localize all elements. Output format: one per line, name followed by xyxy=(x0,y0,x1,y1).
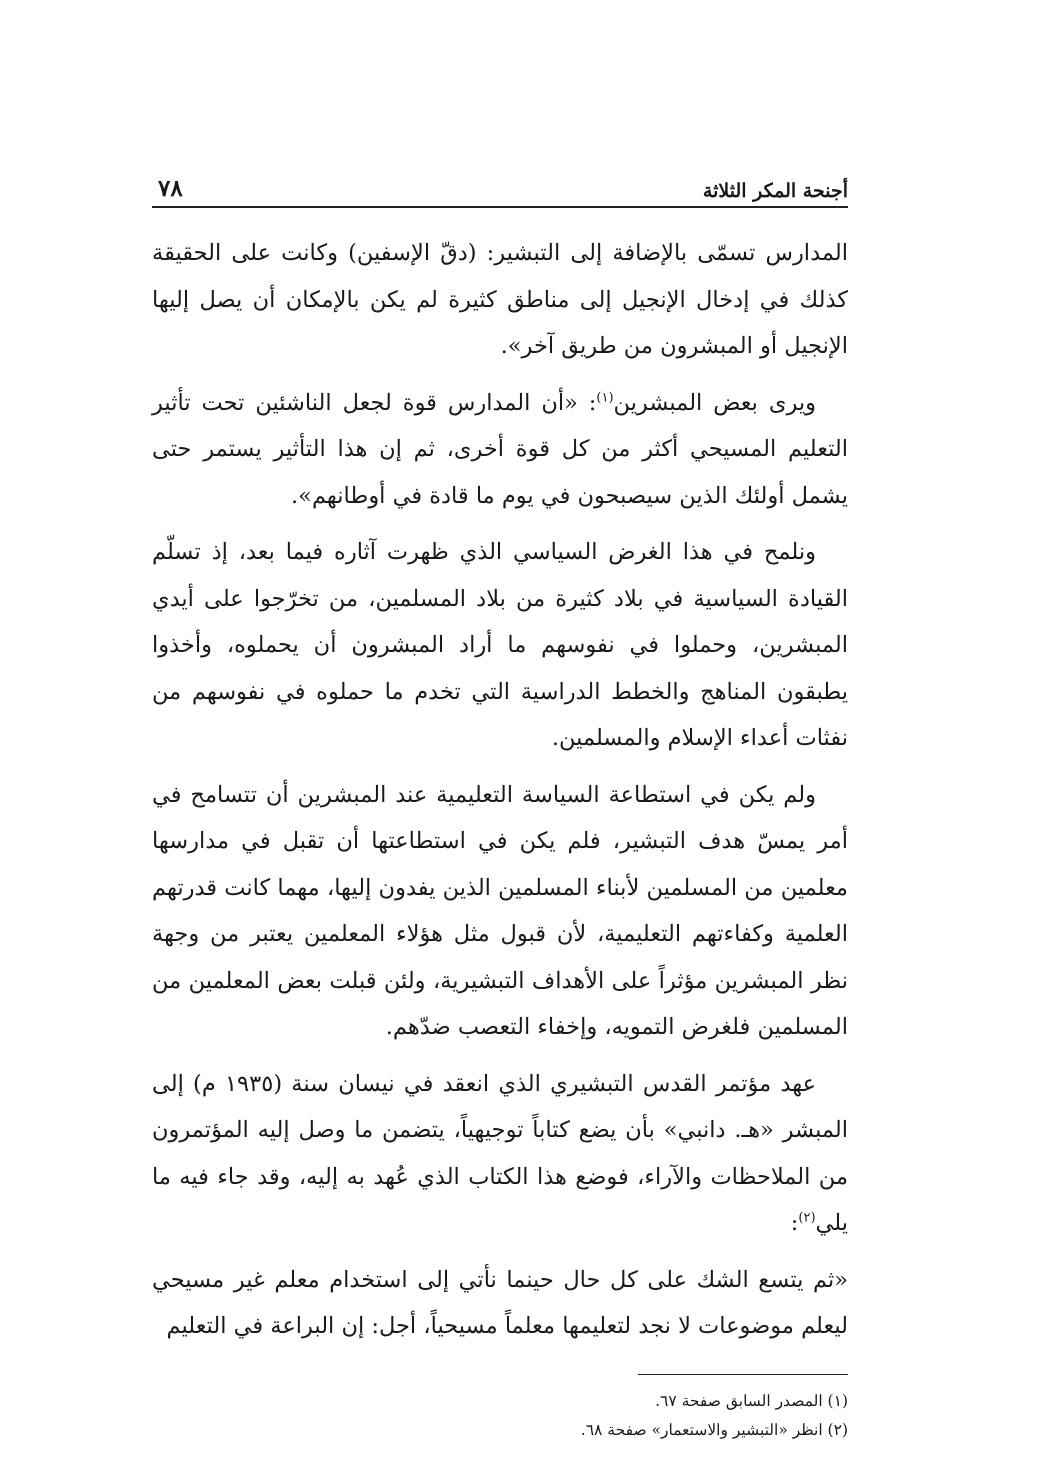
book-page xyxy=(152,168,848,1445)
paragraph-text: عهد مؤتمر القدس التبشيري الذي انعقد في نيسان سنة (١٩٣٥ م) إلى المبشر «هـ. دانبي» بأن يضع كتاباً توجيهياً، يتضمن ما وصل إليه المؤتمرون من الملاحظات والآراء، فوضع هذا الكتاب الذي عُهد به إليه، وقد جاء فيه ما يلي xyxy=(152,1070,848,1236)
paragraph xyxy=(152,230,848,370)
paragraph xyxy=(152,1257,848,1350)
paragraph-text: المدارس تسمّى بالإضافة إلى التبشير: (دقّ الإسفين) وكانت على الحقيقة كذلك في إدخال الإنجيل إلى مناطق كثيرة لم يكن بالإمكان أن يصل إليها الإنجيل أو المبشرون من طريق آخر». xyxy=(152,240,848,359)
paragraph xyxy=(152,529,848,762)
paragraph-text: «ثم يتسع الشك على كل حال حينما نأتي إلى استخدام معلم غير مسيحي ليعلم موضوعات لا نجد لتعليمها معلماً مسيحياً، أجل: إن البراعة في التعليم xyxy=(152,1266,848,1339)
running-title: أجنحة المكر الثلاثة xyxy=(702,180,848,202)
footnotes xyxy=(152,1387,848,1445)
paragraph-text: ونلمح في هذا الغرض السياسي الذي ظهرت آثاره فيما بعد، إذ تسلّم القيادة السياسية في بلاد كثيرة من بلاد المسلمين، من تخرّجوا على أيدي المبشرين، وحملوا في نفوسهم ما أراد المبشرون أن يحملوه، وأخذوا يطبقون المناهج والخطط الدراسية التي تخدم ما حملوه في نفوسهم من نفثات أعداء الإسلام والمسلمين. xyxy=(152,539,848,751)
footnote-divider xyxy=(638,1374,848,1375)
paragraph xyxy=(152,772,848,1051)
footnote: (٢) انظر «التبشير والاستعمار» صفحة ٦٨. xyxy=(580,1420,848,1439)
paragraph xyxy=(152,380,848,520)
running-header xyxy=(152,168,848,208)
paragraph-text: ولم يكن في استطاعة السياسة التعليمية عند المبشرين أن تتسامح في أمر يمسّ هدف التبشير، فلم يكن في استطاعتها أن تقبل في مدارسها معلمين من المسلمين لأبناء المسلمين الذين يفدون إليها، مهما كانت قدرتهم العلمية وكفاءتهم التعليمية، لأن قبول مثل هؤلاء المعلمين يعتبر من وجهة نظر المبشرين مؤثراً على الأهداف التبشيرية، ولئن قبلت بعض المعلمين من المسلمين فلغرض التمويه، وإخفاء التعصب ضدّهم. xyxy=(152,781,848,1040)
footnote: (١) المصدر السابق صفحة ٦٧. xyxy=(655,1391,848,1410)
body-text xyxy=(152,230,848,1350)
page-number: ٧٨ xyxy=(158,175,183,202)
paragraph-text: : xyxy=(790,1210,799,1236)
footnote-reference[interactable]: (٢) xyxy=(798,1210,816,1226)
paragraph-text: ويرى بعض المبشرين xyxy=(613,389,816,416)
paragraph-text: : «أن المدارس قوة لجعل الناشئين تحت تأثير التعليم المسيحي أكثر من كل قوة أخرى، ثم إن هذا التأثير يستمر حتى يشمل أولئك الذين سيصبحون في يوم ما قادة في أوطانهم». xyxy=(152,389,848,509)
footnote-reference[interactable]: (١) xyxy=(596,390,614,405)
paragraph xyxy=(152,1061,848,1247)
